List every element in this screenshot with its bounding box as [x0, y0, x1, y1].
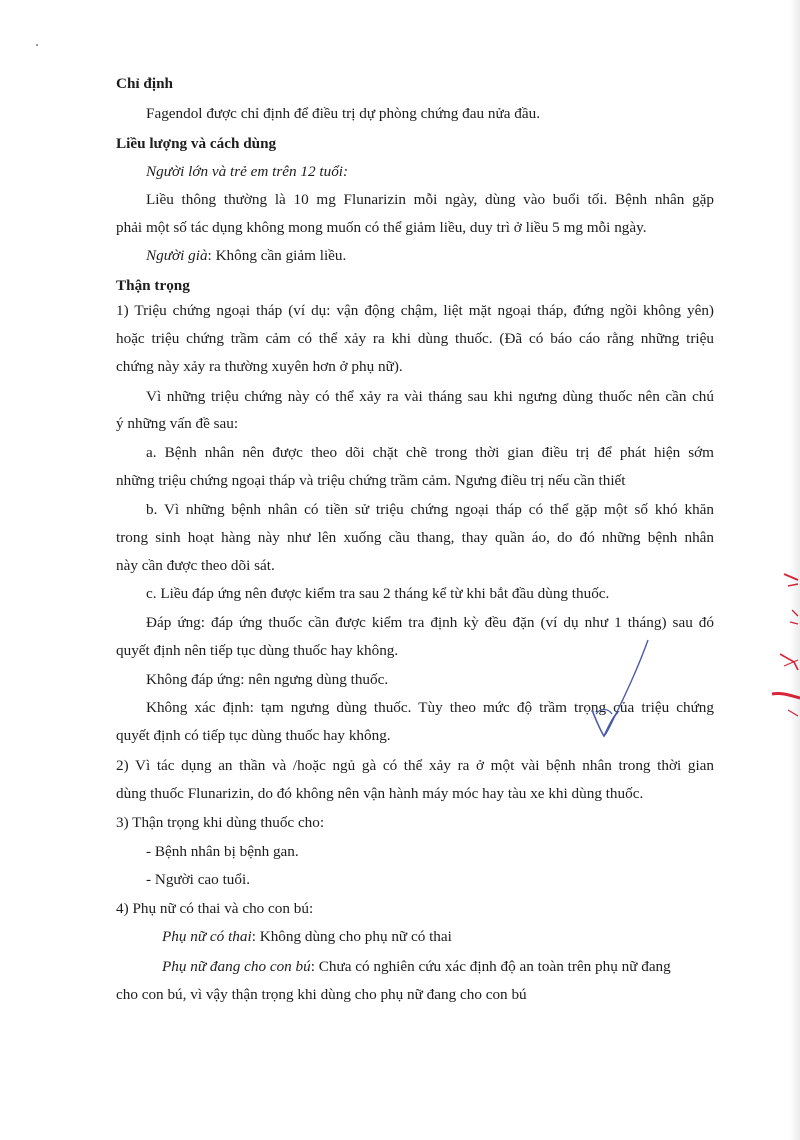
item-b-line-2: trong sinh hoạt hàng này như lên xuống cầu thang, thay quần áo, do đó những bệnh nhân	[116, 529, 714, 546]
p2-line-1: Vì những triệu chứng này có thể xảy ra vài tháng sau khi ngưng dùng thuốc nên cần chú	[146, 388, 714, 405]
p5-line: 4) Phụ nữ có thai và cho con bú:	[116, 900, 314, 917]
item-a-line-2: những triệu chứng ngoại tháp và triệu chứng trầm cảm. Ngưng điều trị nếu cần thiết	[116, 472, 626, 489]
chi-dinh-text: Fagendol được chỉ định để điều trị dự phòng chứng đau nửa đầu.	[146, 105, 540, 122]
heading-chi-dinh: Chỉ định	[116, 75, 173, 92]
item-b-line-1: b. Vì những bệnh nhân có tiền sử triệu chứng ngoại tháp có thể gặp một số khó khăn	[146, 501, 714, 518]
p4-line: 3) Thận trọng khi dùng thuốc cho:	[116, 814, 325, 831]
p2-line-2: ý những vấn đề sau:	[116, 415, 239, 432]
p3-line-2: dùng thuốc Flunarizin, do đó không nên vận hành máy móc hay tàu xe khi dùng thuốc.	[116, 785, 644, 802]
scan-speck	[36, 44, 38, 46]
item-a-line-1: a. Bệnh nhân nên được theo dõi chặt chẽ trong thời gian điều trị để phát hiện sớm	[146, 444, 714, 461]
elderly-text: : Không cần giảm liều.	[207, 247, 347, 264]
p4-item-2: - Người cao tuổi.	[146, 871, 250, 888]
adults-label: Người lớn và trẻ em trên 12 tuổi:	[146, 163, 349, 180]
p4-item-1: - Bệnh nhân bị bệnh gan.	[146, 843, 299, 860]
adults-line-2: phải một số tác dụng không mong muốn có thể giảm liều, duy trì ở liều 5 mg mỗi ngày.	[116, 219, 647, 236]
p1-line-3: chứng này xảy ra thường xuyên hơn ở phụ nữ).	[116, 358, 403, 375]
adults-line-1: Liều thông thường là 10 mg Flunarizin mỗi ngày, dùng vào buổi tối. Bệnh nhân gặp	[146, 191, 714, 208]
item-b-line-3: này cần được theo dõi sát.	[116, 557, 275, 574]
scan-edge-shadow	[790, 0, 800, 1140]
elderly-line	[146, 246, 346, 266]
lactation-line-1	[162, 957, 671, 977]
lactation-line-2: cho con bú, vì vậy thận trọng khi dùng cho phụ nữ đang cho con bú	[116, 986, 527, 1003]
pregnancy-text: : Không dùng cho phụ nữ có thai	[251, 928, 452, 945]
heading-than-trong: Thận trọng	[116, 277, 190, 294]
no-response-line: Không đáp ứng: nên ngưng dùng thuốc.	[146, 671, 389, 688]
lactation-label: Phụ nữ đang cho con bú	[162, 958, 311, 975]
undetermined-line-2: quyết định có tiếp tục dùng thuốc hay không.	[116, 727, 391, 744]
lactation-text: : Chưa có nghiên cứu xác định độ an toàn trên phụ nữ đang	[310, 958, 671, 975]
pregnancy-label: Phụ nữ có thai	[162, 928, 252, 945]
item-c-line-1: c. Liều đáp ứng nên được kiểm tra sau 2 tháng kể từ khi bắt đầu dùng thuốc.	[146, 585, 610, 602]
p1-line-1: 1) Triệu chứng ngoại tháp (ví dụ: vận động chậm, liệt mặt ngoại tháp, đứng ngồi không yên)	[116, 302, 714, 319]
p3-line-1: 2) Vì tác dụng an thần và /hoặc ngủ gà có thể xảy ra ở một vài bệnh nhân trong thời gian	[116, 757, 714, 774]
elderly-label: Người già	[146, 247, 208, 264]
undetermined-line-1: Không xác định: tạm ngưng dùng thuốc. Tùy theo mức độ trầm trọng của triệu chứng	[146, 699, 714, 716]
p1-line-2: hoặc triệu chứng trầm cảm có thể xảy ra khi dùng thuốc. (Đã có báo cáo rằng những triệu	[116, 330, 714, 347]
response-line-1: Đáp ứng: đáp ứng thuốc cần được kiểm tra định kỳ đều đặn (ví dụ như 1 tháng) sau đó	[146, 614, 714, 631]
pregnancy-line	[162, 927, 452, 947]
heading-lieu-luong: Liều lượng và cách dùng	[116, 135, 277, 152]
response-line-2: quyết định nên tiếp tục dùng thuốc hay không.	[116, 642, 399, 659]
signature-mark	[578, 638, 658, 748]
